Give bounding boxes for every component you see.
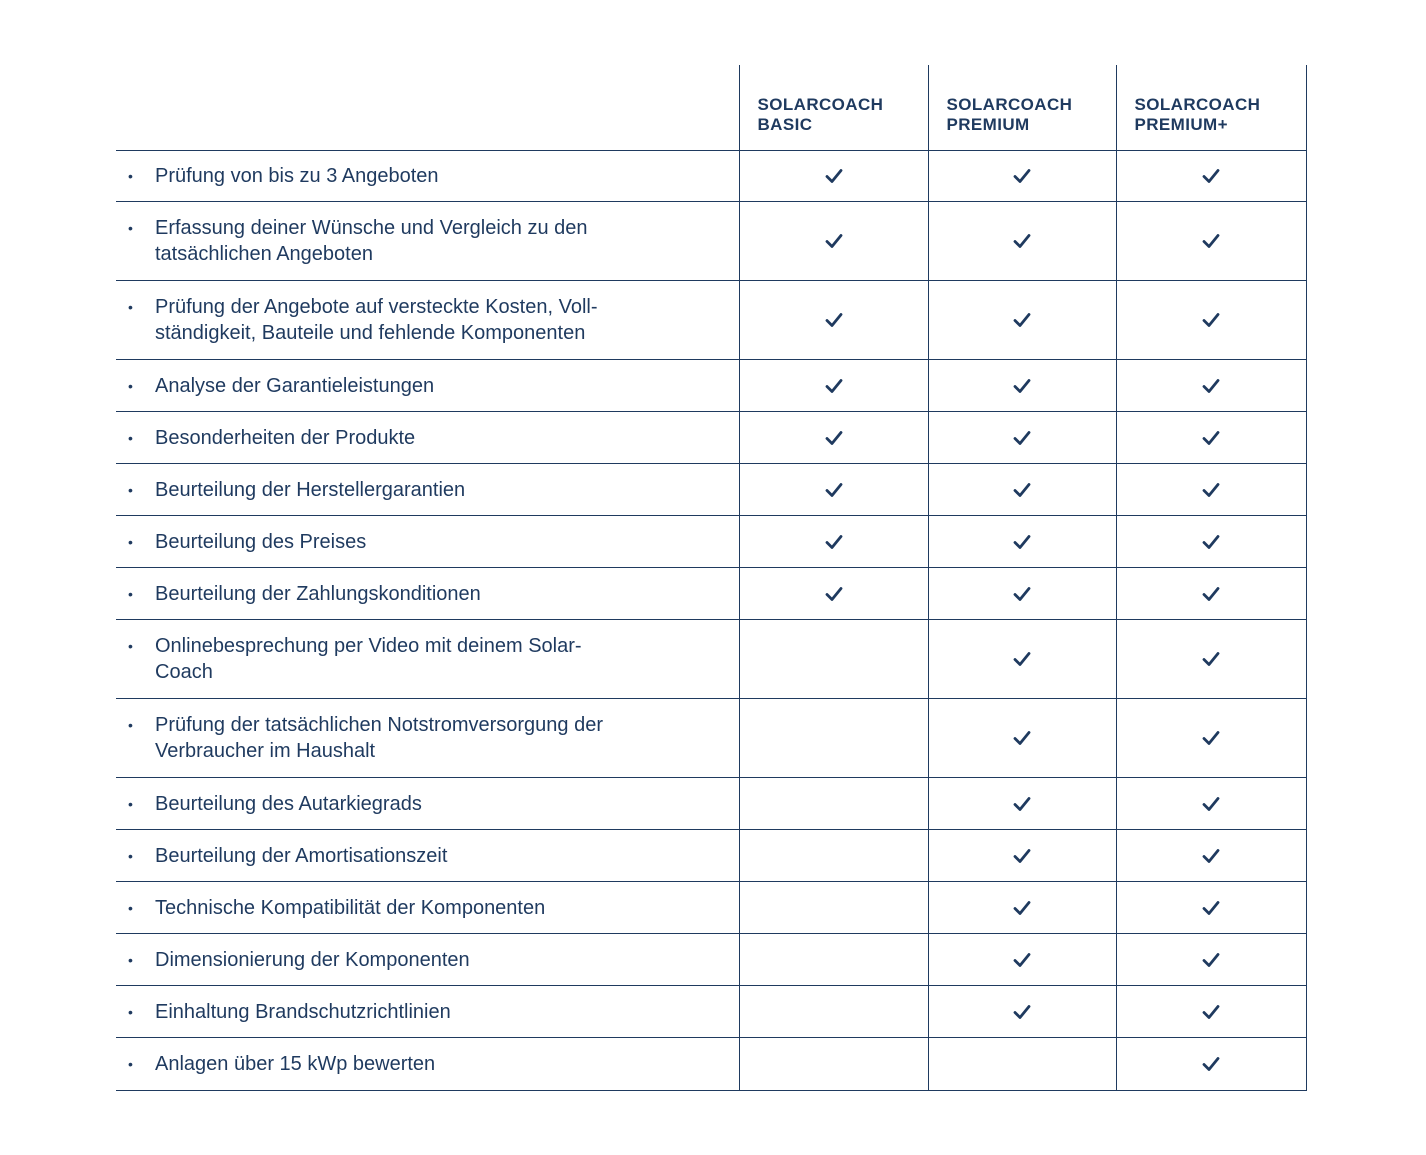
feature-label: Einhaltung Brandschutzrichtlinien: [155, 1000, 451, 1023]
checkmark-icon: [1201, 231, 1221, 251]
checkmark-icon: [824, 532, 844, 552]
feature-label: Prüfung von bis zu 3 Angeboten: [155, 165, 439, 187]
plan-cell: [928, 699, 1116, 778]
checkmark-icon: [824, 584, 844, 604]
checkmark-icon: [1201, 1054, 1221, 1074]
header-plan-premium: [928, 65, 1116, 151]
checkmark-icon: [1201, 728, 1221, 748]
header-plan-premium-plus: [1116, 65, 1306, 151]
checkmark-icon: [1201, 649, 1221, 669]
plan-cell: [739, 281, 928, 360]
feature-label: Beurteilung der Zahlungskonditionen: [155, 582, 481, 605]
feature-item: [116, 517, 739, 567]
table-row: [116, 620, 1306, 699]
header-plan-basic: [739, 65, 928, 151]
plan-cell: [928, 986, 1116, 1038]
plan-cell: [739, 882, 928, 934]
plan-cell: [739, 934, 928, 986]
plan-cell: [928, 934, 1116, 986]
plan-cell: [1116, 882, 1306, 934]
feature-label: Erfassung deiner Wünsche und Vergleich zu den tatsächlichen Angeboten: [155, 217, 588, 265]
plan-cell: [1116, 568, 1306, 620]
checkmark-icon: [1012, 728, 1032, 748]
feature-item: [116, 465, 739, 515]
checkmark-icon: [824, 166, 844, 186]
checkmark-icon: [1201, 898, 1221, 918]
checkmark-icon: [824, 480, 844, 500]
bullet-icon: •: [128, 951, 133, 968]
plan-cell: [739, 699, 928, 778]
checkmark-icon: [1012, 1002, 1032, 1022]
feature-label: Beurteilung des Autarkiegrads: [155, 792, 422, 815]
feature-item: [116, 569, 739, 619]
checkmark-icon: [1201, 846, 1221, 866]
feature-item: [116, 935, 739, 985]
plan-cell: [1116, 699, 1306, 778]
feature-label: Prüfung der Angebote auf versteckte Kosten, Vollständigkeit, Bauteile und fehlende Komponenten: [155, 296, 598, 344]
plan-cell: [739, 202, 928, 281]
feature-cell: [116, 516, 739, 568]
plan-cell: [1116, 412, 1306, 464]
plan-cell: [739, 986, 928, 1038]
feature-item: [116, 779, 739, 829]
checkmark-icon: [1201, 1002, 1221, 1022]
plan-cell: [739, 830, 928, 882]
feature-label: Dimensionierung der Komponenten: [155, 948, 470, 971]
feature-item: [116, 151, 739, 201]
plan-cell: [1116, 778, 1306, 830]
checkmark-icon: [1012, 584, 1032, 604]
plan-cell: [1116, 830, 1306, 882]
bullet-icon: •: [128, 1003, 133, 1020]
checkmark-icon: [1012, 376, 1032, 396]
feature-cell: [116, 360, 739, 412]
plan-cell: [1116, 986, 1306, 1038]
plan-cell: [1116, 202, 1306, 281]
feature-cell: [116, 882, 739, 934]
bullet-icon: •: [128, 429, 133, 446]
table-row: [116, 1038, 1306, 1091]
plan-cell: [928, 778, 1116, 830]
plan-cell: [1116, 620, 1306, 699]
feature-item: [116, 699, 739, 777]
checkmark-icon: [1201, 480, 1221, 500]
table-row: [116, 202, 1306, 281]
table-header: [116, 65, 1306, 151]
checkmark-icon: [1201, 950, 1221, 970]
feature-item: [116, 202, 739, 280]
feature-cell: [116, 464, 739, 516]
bullet-icon: •: [128, 847, 133, 864]
plan-cell: [739, 464, 928, 516]
checkmark-icon: [1012, 898, 1032, 918]
bullet-icon: •: [128, 481, 133, 498]
plan-cell: [928, 464, 1116, 516]
feature-cell: [116, 281, 739, 360]
feature-rows: [116, 151, 1306, 1091]
header-row: [116, 65, 1306, 151]
plan-cell: [1116, 281, 1306, 360]
feature-item: [116, 620, 739, 698]
bullet-icon: •: [128, 795, 133, 812]
plan-cell: [1116, 516, 1306, 568]
feature-label: Analyse der Garantieleistungen: [155, 374, 435, 397]
checkmark-icon: [1201, 584, 1221, 604]
feature-item: [116, 883, 739, 933]
feature-cell: [116, 986, 739, 1038]
feature-item: [116, 987, 739, 1037]
bullet-icon: •: [128, 585, 133, 602]
bullet-icon: •: [128, 533, 133, 550]
plan-cell: [928, 151, 1116, 202]
table-row: [116, 699, 1306, 778]
feature-label: Besonderheiten der Produkte: [155, 426, 416, 449]
checkmark-icon: [1012, 532, 1032, 552]
feature-label: Onlinebesprechung per Video mit deinem Solar-Coach: [155, 635, 582, 683]
checkmark-icon: [1012, 310, 1032, 330]
plan-cell: [928, 882, 1116, 934]
table-row: [116, 568, 1306, 620]
feature-cell: [116, 151, 739, 202]
checkmark-icon: [1201, 428, 1221, 448]
plan-cell: [739, 568, 928, 620]
table-row: [116, 412, 1306, 464]
feature-cell: [116, 412, 739, 464]
checkmark-icon: [1012, 166, 1032, 186]
plan-cell: [928, 412, 1116, 464]
table-row: [116, 934, 1306, 986]
table-row: [116, 830, 1306, 882]
feature-label: Prüfung der tatsächlichen Notstromversorgung der Verbraucher im Haushalt: [155, 714, 604, 762]
header-feature-column: [116, 65, 739, 151]
plan-cell: [1116, 1038, 1306, 1091]
plan-cell: [1116, 151, 1306, 202]
checkmark-icon: [1012, 428, 1032, 448]
plan-cell: [1116, 464, 1306, 516]
plan-cell: [928, 568, 1116, 620]
bullet-icon: •: [128, 1056, 133, 1072]
bullet-icon: •: [128, 168, 133, 184]
plan-cell: [739, 412, 928, 464]
feature-cell: [116, 620, 739, 699]
feature-cell: [116, 568, 739, 620]
comparison-table: [116, 65, 1307, 1091]
plan-name: SOLARCOACH PREMIUM+: [1134, 95, 1261, 134]
checkmark-icon: [1201, 794, 1221, 814]
plan-cell: [928, 830, 1116, 882]
checkmark-icon: [824, 376, 844, 396]
checkmark-icon: [1201, 376, 1221, 396]
checkmark-icon: [1012, 649, 1032, 669]
table-row: [116, 151, 1306, 202]
checkmark-icon: [1201, 532, 1221, 552]
feature-cell: [116, 778, 739, 830]
plan-cell: [928, 1038, 1116, 1091]
feature-item: [116, 281, 739, 359]
plan-cell: [928, 202, 1116, 281]
bullet-icon: •: [128, 220, 133, 236]
plan-cell: [739, 620, 928, 699]
bullet-icon: •: [128, 899, 133, 916]
bullet-icon: •: [128, 638, 133, 654]
table-row: [116, 986, 1306, 1038]
plan-cell: [928, 281, 1116, 360]
feature-item: [116, 361, 739, 411]
feature-label: Anlagen über 15 kWp bewerten: [155, 1053, 436, 1075]
plan-cell: [1116, 934, 1306, 986]
table-row: [116, 360, 1306, 412]
checkmark-icon: [1012, 950, 1032, 970]
plan-cell: [928, 516, 1116, 568]
checkmark-icon: [1201, 166, 1221, 186]
feature-item: [116, 1039, 739, 1089]
plan-cell: [739, 1038, 928, 1091]
plan-cell: [928, 620, 1116, 699]
feature-label: Technische Kompatibilität der Komponenten: [155, 896, 546, 919]
feature-cell: [116, 202, 739, 281]
bullet-icon: •: [128, 377, 133, 394]
checkmark-icon: [824, 428, 844, 448]
checkmark-icon: [824, 231, 844, 251]
plan-cell: [928, 360, 1116, 412]
checkmark-icon: [1012, 480, 1032, 500]
checkmark-icon: [1012, 846, 1032, 866]
feature-label: Beurteilung des Preises: [155, 530, 367, 553]
feature-label: Beurteilung der Herstellergarantien: [155, 478, 466, 501]
feature-item: [116, 831, 739, 881]
checkmark-icon: [824, 310, 844, 330]
bullet-icon: •: [128, 717, 133, 733]
table-row: [116, 778, 1306, 830]
feature-cell: [116, 934, 739, 986]
bullet-icon: •: [128, 299, 133, 315]
plan-name: SOLARCOACH PREMIUM: [946, 95, 1073, 134]
table-row: [116, 281, 1306, 360]
checkmark-icon: [1012, 794, 1032, 814]
feature-cell: [116, 1038, 739, 1091]
plan-cell: [739, 151, 928, 202]
table-row: [116, 882, 1306, 934]
plan-name: SOLARCOACH BASIC: [757, 95, 884, 134]
plan-cell: [739, 516, 928, 568]
plan-cell: [739, 360, 928, 412]
table-row: [116, 464, 1306, 516]
plan-cell: [739, 778, 928, 830]
plan-cell: [1116, 360, 1306, 412]
feature-label: Beurteilung der Amortisationszeit: [155, 844, 448, 867]
checkmark-icon: [1201, 310, 1221, 330]
checkmark-icon: [1012, 231, 1032, 251]
table-row: [116, 516, 1306, 568]
feature-cell: [116, 830, 739, 882]
feature-cell: [116, 699, 739, 778]
feature-item: [116, 413, 739, 463]
